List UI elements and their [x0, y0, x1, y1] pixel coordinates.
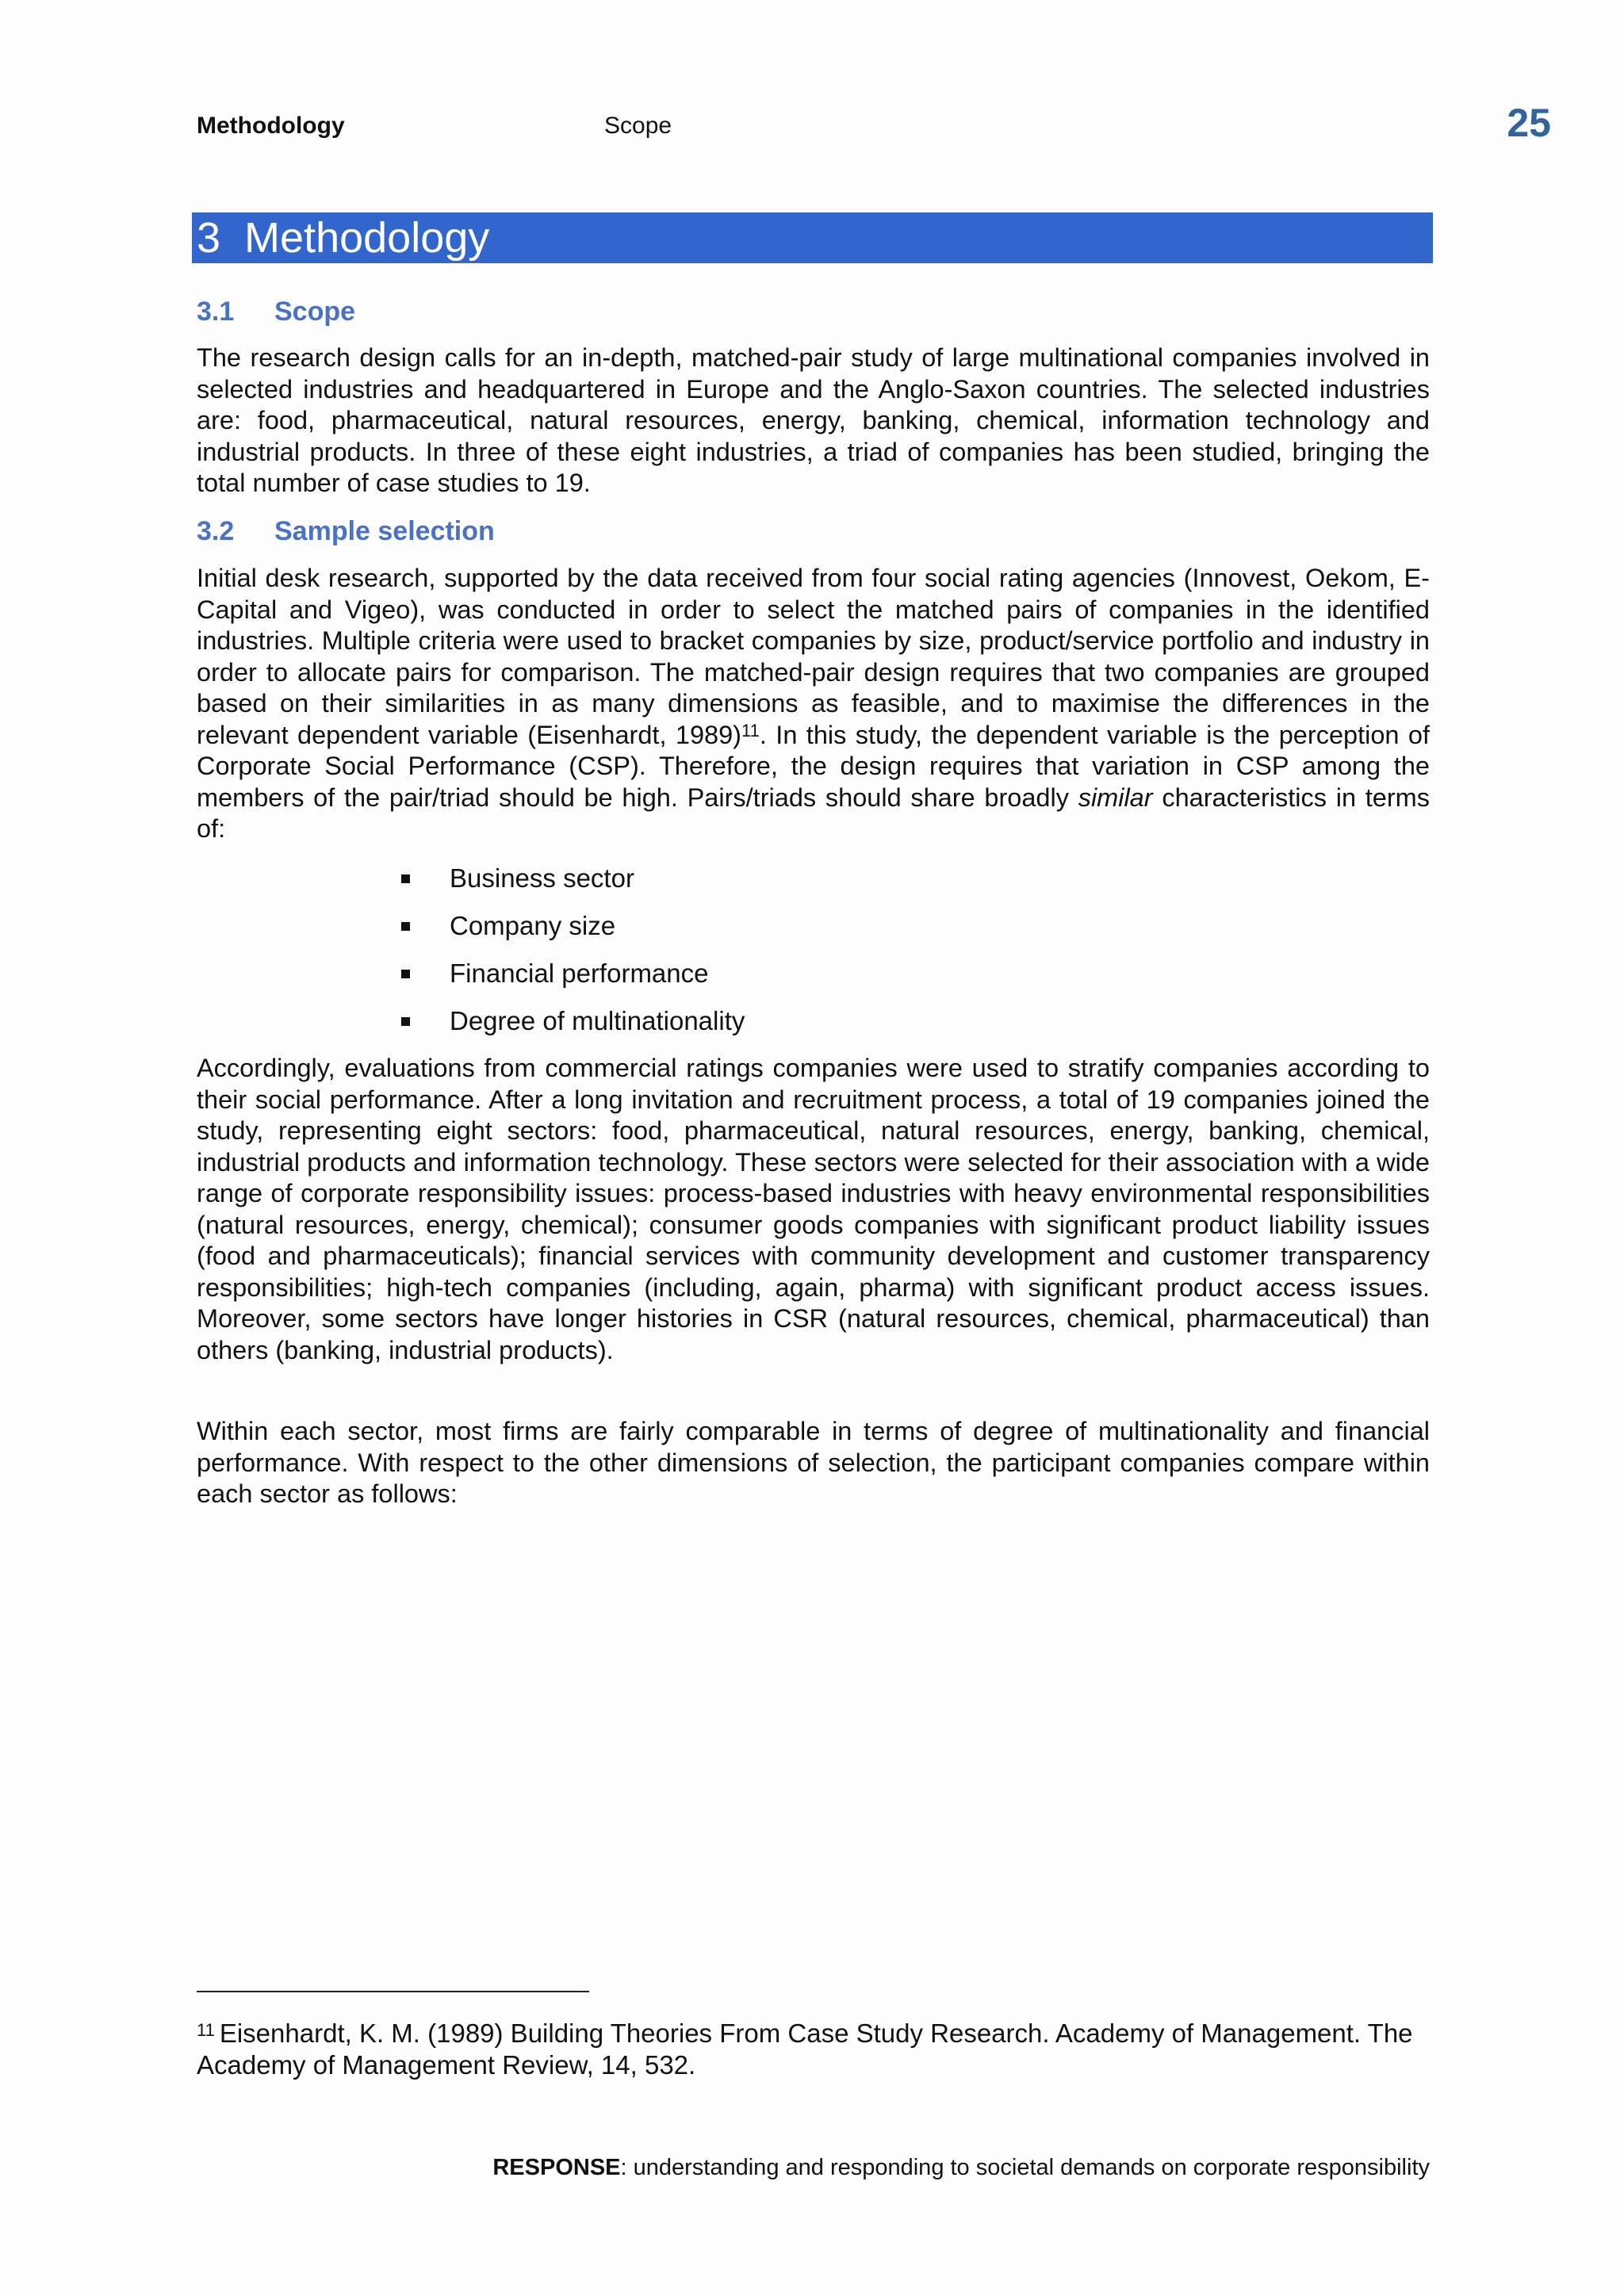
footer-project-name: RESPONSE	[492, 2155, 621, 2180]
list-item: Company size	[398, 907, 745, 955]
paragraph-text: characteristics in terms of:	[197, 783, 1430, 843]
list-item: Degree of multinationality	[398, 1002, 745, 1050]
page-number: 25	[1507, 101, 1551, 145]
footnote-text: Eisenhardt, K. M. (1989) Building Theories From Case Study Research. Academy of Management. The Academy of Management Review, 14, 532.	[197, 2019, 1413, 2080]
section-title: Sample selection	[274, 516, 495, 546]
section-title: Scope	[274, 297, 356, 327]
footnote	[197, 2018, 1430, 2081]
list-item: Business sector	[398, 859, 745, 907]
running-header-section: Scope	[604, 113, 672, 139]
emphasized-word: similar	[1078, 783, 1153, 812]
paragraph-text: Initial desk research, supported by the data received from four social rating agencies (Innovest, Oekom, E-Capital and Vigeo), was conducted in order to select the matched pairs of companies in the identified industries. Multiple criteria were used to bracket companies by size, product/service portfolio and industry in order to allocate pairs for comparison. The matched-pair design requires that two companies are grouped based on their similarities in as many dimensions as feasible, and to maximise the differences in the relevant dependent variable (Eisenhardt, 1989)	[197, 564, 1430, 749]
paragraph-accordingly: Accordingly, evaluations from commercial ratings companies were used to stratify companies according to their social performance. After a long invitation and recruitment process, a total of 19 companies joined the study, representing eight sectors: food, pharmaceutical, natural resources, energy, banking, chemical, industrial products and information technology. These sectors were selected for their association with a wide range of corporate responsibility issues: process-based industries with heavy environmental responsibilities (natural resources, energy, chemical); consumer goods companies with significant product liability issues (food and pharmaceuticals); financial services with community development and customer transparency responsibilities; high-tech companies (including, again, pharma) with significant product access issues. Moreover, some sectors have longer histories in CSR (natural resources, chemical, pharmaceutical) than others (banking, industrial products).	[197, 1054, 1430, 1364]
section-heading-scope	[197, 297, 355, 327]
paragraph-within-sector: Within each sector, most firms are fairly comparable in terms of degree of multinationality and financial performance. With respect to the other dimensions of selection, the participant companies compare within each sector as follows:	[197, 1417, 1430, 1508]
section-number: 3.1	[197, 297, 235, 327]
footer-tagline: : understanding and responding to societal demands on corporate responsibility	[620, 2155, 1430, 2180]
section-number: 3.2	[197, 516, 235, 546]
footnote-number: 11	[197, 2020, 215, 2040]
chapter-number: 3	[197, 214, 221, 262]
paragraph-sample-selection	[197, 563, 1430, 845]
list-item: Financial performance	[398, 955, 745, 1002]
running-header-chapter: Methodology	[197, 113, 345, 139]
chapter-heading	[192, 212, 1433, 263]
footnote-reference: 11	[741, 720, 760, 740]
page-footer	[492, 2155, 1430, 2181]
criteria-list	[398, 859, 745, 1050]
chapter-title: Methodology	[244, 214, 490, 262]
footnote-separator	[197, 1991, 589, 1992]
paragraph-text: . In this study, the dependent variable is the perception of Corporate Social Performance (CSP). Therefore, the design requires that variation in CSP among the members of the pair/triad should be high. Pairs/triads should share broadly	[197, 720, 1430, 812]
paragraph-scope: The research design calls for an in-depth, matched-pair study of large multinational companies involved in selected industries and headquartered in Europe and the Anglo-Saxon countries. The selected industries are: food, pharmaceutical, natural resources, energy, banking, chemical, information technology and industrial products. In three of these eight industries, a triad of companies has been studied, bringing the total number of case studies to 19.	[197, 343, 1430, 497]
section-heading-sample-selection	[197, 516, 495, 547]
